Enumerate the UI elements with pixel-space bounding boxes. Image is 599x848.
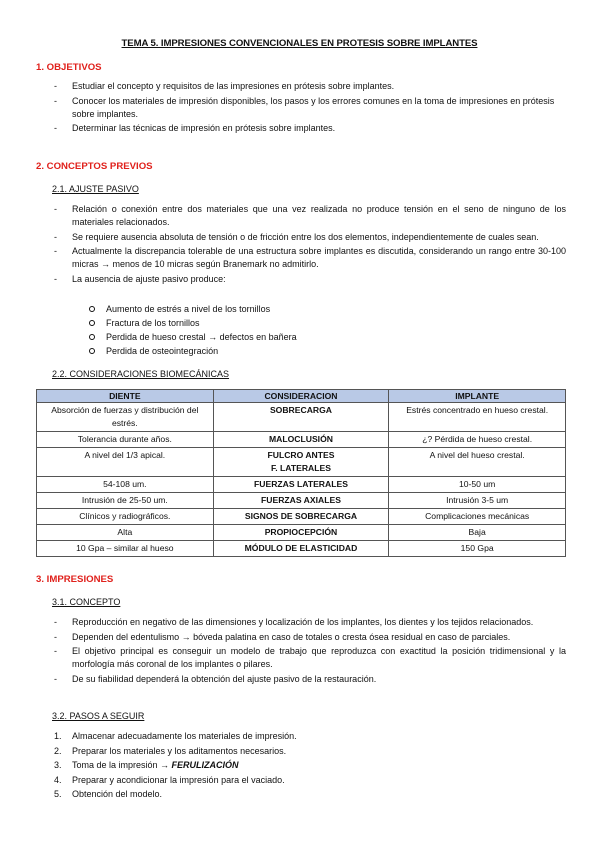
- list-item: 4. Preparar y acondicionar la impresión para el vaciado.: [54, 774, 285, 785]
- table-cell: Estrés concentrado en hueso crestal.: [389, 403, 566, 432]
- list-item: - Estudiar el concepto y requisitos de las impresiones en prótesis sobre implantes.: [54, 80, 566, 93]
- table-row: [37, 432, 566, 448]
- ajuste-pasivo-sublist: [88, 302, 297, 358]
- ajuste-pasivo-list: [54, 203, 566, 287]
- heading-objetivos: 1. OBJETIVOS: [36, 62, 102, 73]
- list-item: - Dependen del edentulismo → bóveda palatina en caso de totales o cresta ósea residual en caso de parciales.: [54, 631, 566, 644]
- table-cell: Complicaciones mecánicas: [389, 509, 566, 525]
- heading-impresiones: 3. IMPRESIONES: [36, 574, 114, 585]
- table-cell: Intrusión de 25-50 um.: [37, 493, 214, 509]
- table-cell: 10-50 um: [389, 477, 566, 493]
- table-cell: FULCRO ANTES F. LATERALES: [213, 448, 389, 477]
- table-cell: SIGNOS DE SOBRECARGA: [213, 509, 389, 525]
- table-row: [37, 403, 566, 432]
- circle-bullet-icon: [89, 320, 95, 326]
- list-item: - Reproducción en negativo de las dimensiones y localización de los implantes, los dientes y los tejidos relacionados.: [54, 616, 566, 629]
- table-cell: FUERZAS LATERALES: [213, 477, 389, 493]
- table-cell: A nivel del hueso crestal.: [389, 448, 566, 477]
- table-cell: Tolerancia durante años.: [37, 432, 214, 448]
- objetivos-list: [54, 80, 566, 137]
- list-item: 3. Toma de la impresión → FERULIZACIÓN: [54, 760, 239, 770]
- table-row: [37, 493, 566, 509]
- table-cell: Absorción de fuerzas y distribución del estrés.: [37, 403, 214, 432]
- table-cell: Intrusión 3-5 um: [389, 493, 566, 509]
- table-cell: MÓDULO DE ELASTICIDAD: [213, 541, 389, 557]
- document-title: TEMA 5. IMPRESIONES CONVENCIONALES EN PROTESIS SOBRE IMPLANTES: [121, 38, 478, 49]
- list-item: 5. Obtención del modelo.: [54, 789, 163, 799]
- list-item: - El objetivo principal es conseguir un modelo de trabajo que reproduzca con exactitud la posición tridimensional y la morfología más coronal de los implantes o pilares.: [54, 645, 566, 671]
- circle-bullet-icon: [89, 348, 95, 354]
- sub-list-item: Fractura de los tornillos: [88, 316, 297, 330]
- heading-ajuste-pasivo: 2.1. AJUSTE PASIVO: [52, 184, 139, 194]
- heading-pasos-a-seguir: 3.2. PASOS A SEGUIR: [52, 711, 145, 721]
- table-row: [37, 448, 566, 477]
- list-item: - Relación o conexión entre dos materiales que una vez realizada no produce tensión en el seno de ninguno de los materiales relacionados.: [54, 203, 566, 229]
- pasos-list: [54, 730, 566, 803]
- emphasis-text: FERULIZACIÓN: [171, 760, 239, 770]
- list-item: 1. Almacenar adecuadamente los materiales de impresión.: [54, 731, 297, 741]
- table-cell: Alta: [37, 525, 214, 541]
- column-header-diente: DIENTE: [37, 390, 214, 403]
- table-cell: Baja: [389, 525, 566, 541]
- table-header-row: [37, 390, 566, 403]
- heading-concepto: 3.1. CONCEPTO: [52, 597, 121, 607]
- list-item: - De su fiabilidad dependerá la obtención del ajuste pasivo de la restauración.: [54, 673, 566, 686]
- list-item: 2. Preparar los materiales y los aditamentos necesarios.: [54, 745, 287, 756]
- sub-list-item: Perdida de hueso crestal → defectos en bañera: [88, 330, 297, 344]
- table-row: [37, 509, 566, 525]
- table-cell: SOBRECARGA: [213, 403, 389, 432]
- table-cell: 150 Gpa: [389, 541, 566, 557]
- column-header-consideracion: CONSIDERACION: [213, 390, 389, 403]
- heading-conceptos-previos: 2. CONCEPTOS PREVIOS: [36, 161, 153, 172]
- table-cell: A nivel del 1/3 apical.: [37, 448, 214, 477]
- table-row: [37, 525, 566, 541]
- table-cell: FUERZAS AXIALES: [213, 493, 389, 509]
- table-cell: 10 Gpa – similar al hueso: [37, 541, 214, 557]
- table-row: [37, 477, 566, 493]
- table-cell: Clínicos y radiográficos.: [37, 509, 214, 525]
- sub-list-item: Aumento de estrés a nivel de los tornillos: [88, 302, 297, 316]
- table-cell: MALOCLUSIÓN: [213, 432, 389, 448]
- sub-list-item: Perdida de osteointegración: [88, 344, 297, 358]
- column-header-implante: IMPLANTE: [389, 390, 566, 403]
- table-cell: ¿? Pérdida de hueso crestal.: [389, 432, 566, 448]
- circle-bullet-icon: [89, 334, 95, 340]
- list-item: - Se requiere ausencia absoluta de tensión o de fricción entre los dos elementos, independientemente de cuales sean.: [54, 231, 566, 244]
- circle-bullet-icon: [89, 306, 95, 312]
- biomechanics-table: [36, 389, 566, 557]
- table-cell: PROPIOCEPCIÓN: [213, 525, 389, 541]
- list-item: - La ausencia de ajuste pasivo produce:: [54, 273, 566, 286]
- heading-consideraciones-biomecanicas: 2.2. CONSIDERACIONES BIOMECÁNICAS: [52, 369, 230, 379]
- concepto-list: [54, 616, 566, 687]
- list-item: - Actualmente la discrepancia tolerable de una estructura sobre implantes es discutida, considerando un rango entre 30-100 micras → menos de 10 micras según Branemark no admitirlo.: [54, 245, 566, 271]
- table-row: [37, 541, 566, 557]
- list-item: - Determinar las técnicas de impresión en prótesis sobre implantes.: [54, 122, 566, 135]
- list-item: - Conocer los materiales de impresión disponibles, los pasos y los errores comunes en la toma de impresiones en prótesis sobre implantes.: [54, 95, 566, 121]
- table-cell: 54-108 um.: [37, 477, 214, 493]
